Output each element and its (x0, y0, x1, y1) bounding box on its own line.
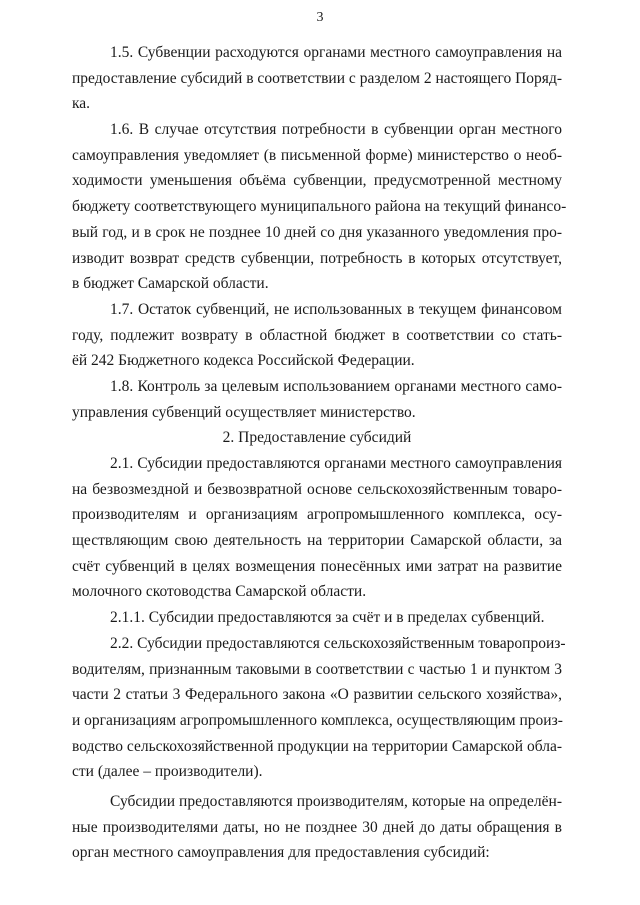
document-body (72, 40, 567, 866)
text-line: ные производителями даты, но не позднее 30 дней до даты обращения в (72, 818, 562, 836)
text-line: на безвозмездной и безвозвратной основе сельскохозяйственным товаро- (72, 480, 562, 498)
text-line: части 2 статьи 3 Федерального закона «О развитии сельского хозяйства», (72, 686, 562, 704)
text-line: водство сельскохозяйственной продукции на территории Самарской обла- (72, 737, 562, 755)
text-line: самоуправления уведомляет (в письменной форме) министерство о необ- (72, 146, 562, 164)
section-heading: 2. Предоставление субсидий (222, 429, 412, 447)
text-line: ёй 242 Бюджетного кодекса Российской Федерации. (72, 352, 415, 370)
text-line: производителям и организациям агропромышленного комплекса, осу- (72, 506, 562, 524)
text-line: орган местного самоуправления для предоставления субсидий: (72, 844, 490, 862)
text-line: 1.8. Контроль за целевым использованием органами местного само- (110, 377, 562, 395)
text-line: сти (далее – производители). (72, 763, 263, 781)
text-line: бюджету соответствующего муниципального района на текущий финансо- (72, 198, 567, 216)
page-number: 3 (316, 10, 324, 25)
text-line: ка. (72, 95, 91, 113)
text-line: в бюджет Самарской области. (72, 275, 269, 293)
text-line: ходимости уменьшения объёма субвенции, предусмотренной местному (72, 172, 562, 190)
text-line: изводит возврат средств субвенции, потребность в которых отсутствует, (72, 249, 562, 267)
text-line: году, подлежит возврату в областной бюджет в соответствии со стать- (72, 326, 562, 344)
text-line: вый год, и в срок не позднее 10 дней со дня указанного уведомления про- (72, 223, 562, 241)
text-line: 2.1. Субсидии предоставляются органами местного самоуправления (110, 455, 562, 472)
text-line: водителям, признанным таковыми в соответствии с частью 1 и пунктом 3 (72, 660, 562, 678)
text-line: 1.6. В случае отсутствия потребности в субвенции орган местного (110, 121, 562, 139)
text-line: управления субвенций осуществляет министерство. (72, 403, 416, 421)
text-line: и организациям агропромышленного комплекса, осуществляющим произ- (72, 711, 563, 729)
text-line: 2.2. Субсидии предоставляются сельскохозяйственным товаропроиз- (110, 634, 566, 652)
text-line: 2.1.1. Субсидии предоставляются за счёт и в пределах субвенций. (110, 609, 545, 627)
text-line: Субсидии предоставляются производителям, которые на определён- (110, 792, 562, 810)
text-line: молочного скотоводства Самарской области. (72, 583, 367, 601)
text-line: 1.5. Субвенции расходуются органами местного самоуправления на (110, 44, 562, 61)
text-line: ществляющим свою деятельность на территории Самарской области, за (72, 532, 562, 550)
text-line: предоставление субсидий в соответствии с разделом 2 настоящего Поряд- (72, 69, 562, 87)
text-line: 1.7. Остаток субвенций, не использованных в текущем финансовом (110, 300, 562, 318)
text-line: счёт субвенций в целях возмещения понесённых ими затрат на развитие (72, 557, 562, 575)
